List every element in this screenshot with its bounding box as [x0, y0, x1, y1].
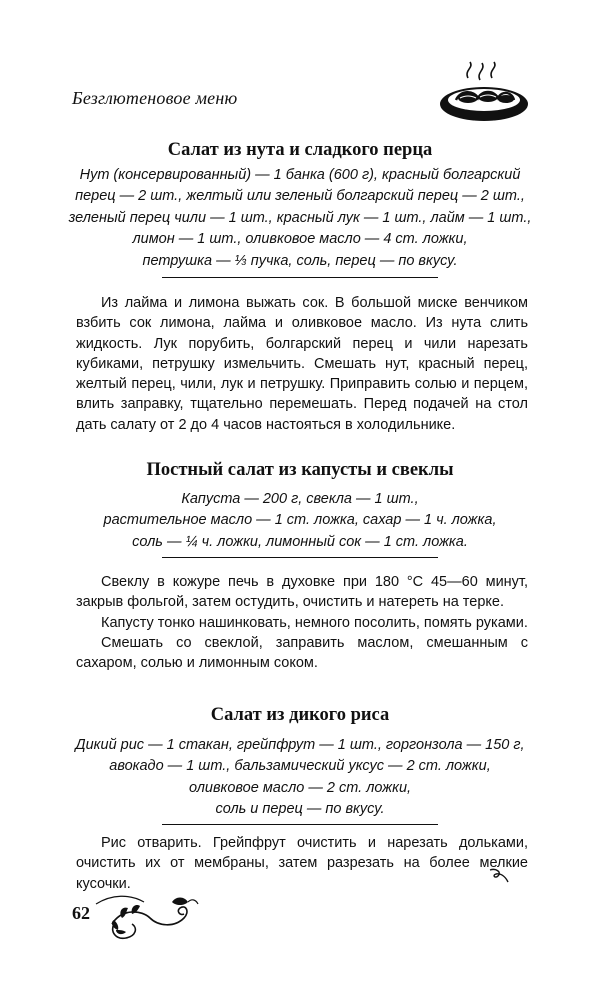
instruction-paragraph: Капусту тонко нашинковать, немного посолить, помять руками. — [101, 614, 528, 631]
recipe-title: Салат из нута и сладкого перца — [167, 140, 433, 160]
instruction-paragraph: Свеклу в кожуре печь в духовке при 180 °С 45—60 минут, закрыв фольгой, затем остудить, очистить и натереть на терке. — [76, 574, 528, 611]
recipe-title: Постный салат из капусты и свеклы — [146, 460, 454, 480]
ingredient-line: Капуста — 200 г, свекла — 1 шт., — [181, 491, 419, 507]
ingredients-list — [40, 489, 560, 553]
divider-rule — [162, 824, 438, 825]
ingredient-line: петрушка — ⅓ пучка, соль, перец — по вкусу. — [142, 252, 458, 269]
ingredient-line: Дикий рис — 1 стакан, грейпфрут — 1 шт., горгонзола — 150 г, — [75, 737, 525, 753]
ingredient-line: Нут (консервированный) — 1 банка (600 г), красный болгарский — [79, 167, 521, 183]
divider-rule — [162, 277, 438, 278]
ingredient-line: оливковое масло — 2 ст. ложки, — [188, 779, 412, 796]
recipe-instructions — [76, 572, 528, 673]
running-head: Безглютеновое меню — [72, 88, 238, 108]
dish-illustration-icon — [438, 60, 530, 130]
page-number: 62 — [72, 903, 90, 923]
ingredient-line: растительное масло — 1 ст. ложка, сахар — 1 ч. ложка, — [103, 512, 497, 529]
ingredients-list — [40, 165, 560, 272]
ingredient-line: зеленый перец чили — 1 шт., красный лук — 1 шт., лайм — 1 шт., — [68, 209, 532, 226]
recipe-title: Салат из дикого риса — [210, 705, 390, 725]
recipe-instructions — [76, 833, 528, 894]
ingredients-list — [40, 735, 560, 821]
divider-rule — [162, 557, 438, 558]
ingredient-line: соль — ¼ ч. ложки, лимонный сок — 1 ст. ложка. — [132, 533, 468, 550]
ingredient-line: лимон — 1 шт., оливковое масло — 4 ст. ложки, — [132, 231, 468, 248]
ingredient-line: перец — 2 шт., желтый или зеленый болгарский перец — 2 шт., — [75, 188, 525, 205]
floral-ornament-icon — [92, 888, 202, 948]
recipe-instructions — [76, 293, 528, 435]
ingredient-line: авокадо — 1 шт., бальзамический уксус — 2 ст. ложки, — [109, 758, 491, 775]
instruction-paragraph: Смешать со свеклой, заправить маслом, смешанным с сахаром, солью и лимонным соком. — [76, 634, 528, 672]
ingredient-line: соль и перец — по вкусу. — [215, 801, 385, 818]
instruction-paragraph: Из лайма и лимона выжать сок. В большой миске венчиком взбить сок лимона, лайма и оливковое масло. Из нута слить жидкость. Лук порубить, болгарский перец и чили нарезать кубиками, петрушку измельчить. Смешать нут, красный перец, желтый перец, чили, лук и петрушку. Приправить солью и перцем, влить заправку, тщательно перемешать. Перед подачей на стол дать салату от 2 до 4 часов настояться в холодильнике. — [76, 295, 528, 433]
instruction-paragraph: Рис отварить. Грейпфрут очистить и нарезать дольками, очистить их от мембраны, затем разрезать на более мелкие кусочки. — [76, 835, 528, 892]
swirl-ornament-icon — [488, 866, 510, 884]
